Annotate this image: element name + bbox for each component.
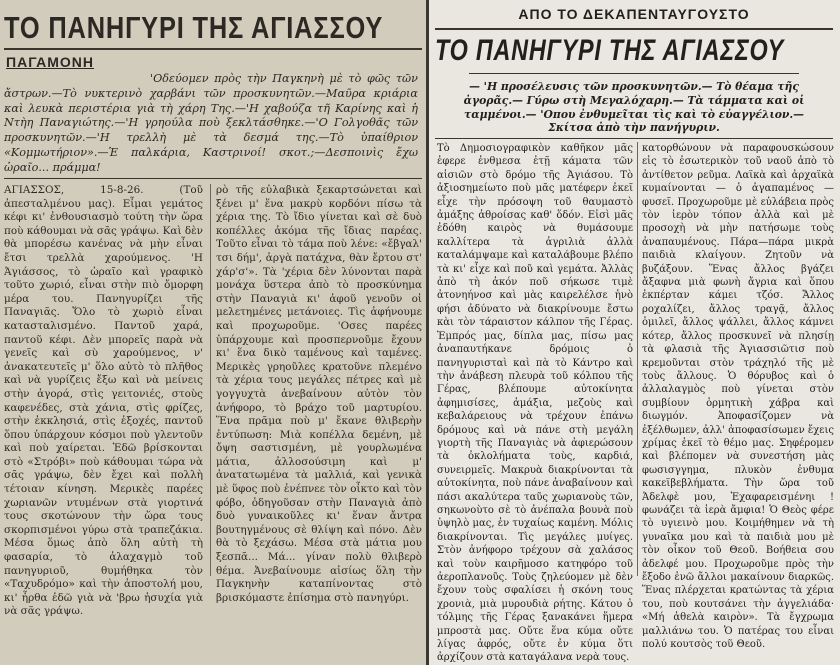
right-headline-rule (469, 73, 799, 74)
left-lede: 'Οδεύομεν πρὸς τὴν Παγκηνὴ μὲ τὸ φῶς τῶν ἄστρων.—Τὸ νυκτερινὸ χαρβάνι τῶν προσκυνητῶν.—Μαῦρα κριάρια καὶ λευκὰ περιστέρια γιὰ τὴ χάρη Της.—'Η χαβούζα τῆ Καρίνης καὶ ἡ Ντὴη Παναγιώτης.—'Η γρηούλα ποὺ ξεκλτάσθηκε.—'Ο Γολγοθᾶς τῶν προσκυνητῶν.—'Η τρελλὴ μὲ τὰ δεσμά της.—Τὸ ὑπαίθριον «Κομμωτήριον».—Ἑ παλκάρια, Καστρινοί! σκοτ.;—Δεσποινὶς ἔχω ὡραῖο... πράμμα! (4, 72, 418, 174)
left-section-label: ΠΑΓΑΜΟΝΗ (6, 54, 94, 70)
left-headline-rule (4, 48, 422, 50)
left-lede-rule (4, 178, 422, 179)
right-kicker: ΑΠΟ ΤΟ ΔΕΚΑΠΕΝΤΑΥΓΟΥΣΤΟ (518, 6, 750, 22)
left-column-1: ΑΓΙΑΣΣΟΣ, 15-8-26. (Τοῦ ἀπεσταλμένου μας). Εἶμαι γεμάτος κέφι κι' ἐνθουσιασμὸ τούτη τὴν ὥρα ποὺ κάθουμαι νὰ σᾶς γράψω. Καὶ δὲν θὰ μπορέσω κανένας νὰ μὴν εἶναι ἔτσι τρελλὰ χαρούμενος. 'Η Ἀγιάσσος, τὸ ὡραῖο καὶ γραφικὸ τοῦτο χωριό, εἶναι στὴν πιὸ ὄμορφη μέρα του. Πανηγυρίζει τῆς Παναγιᾶς. Ὅλο τὸ χωριὸ εἶναι κατασταλισμένο. Παντοῦ χαρά, παντοῦ κέφι. Δὲν μπορεῖς παρὰ νὰ γενεῖς καὶ σὺ χαρούμενος, ν' ἀνακατευτεῖς μ' ὅλο αὐτὸ τὸ πλῆθος καὶ νὰ γυρίζεις ἔξω καὶ νὰ μείνεις στὴν ἀγορά, στὶς γειτονιές, στοὺς καφενέδες, στὰ χάνια, στὶς φρίζες, στὴν ἐκκλησιά, στὶς ἐξοχές, παντοῦ ὅπου ὑπάρχουν κόσμοι ποὺ γλεντοῦν καὶ ποὺ χαίρεται. Ἐδῶ βρίσκονται στὸ «Στρόβι» ποὺ κάθουμαι τώρα νὰ σᾶς γράψω, δὲν ἔχει καὶ πολλὴ τέτοιαν κίνηση. Μερικὲς παρέες χωριανῶν ντυμένων στὰ γιορτινά τους σκοτώνουν τὴν ὥρα τους σκορπισμένοι γύρω στὰ τραπεζάκια. Μέσα ὅμως ἀπὸ ὅλη αὐτὴ τὴ φασαρία, τὸ ἀλαχαγμὸ τοῦ πανηγυριοῦ, θυμήθηκα τὸν «Ταχυδρόμο» καὶ τὴν ἀποστολή μου, κι' ἦρθα ἐδῶ γιὰ νὰ 'βρω ἡσυχία γιὰ νὰ σᾶς γράψω. (4, 184, 203, 618)
right-newspaper-clipping (429, 0, 840, 665)
right-lede-rule (435, 138, 833, 139)
right-column-rule (637, 142, 638, 576)
right-kicker-rule (435, 28, 833, 30)
right-column-1: Τὸ Δημοσιογραφικὸν καθῆκον μᾶς ἐφερε ἐνθμεσα ἐτῇ κάματα τῶν αἰσιῶν στὸ δρόμο τῆς Ἀγιάσου. Τὸ ἀξιοσημείωτο ποὺ μᾶς ματέφερν ἐκεῖ εἶχε τὴν πρόσοψη τοῦ θαυμαστὸ ἀμάξης ἀθροίσας καθ' ὅδόν. Εἰσὶ μᾶς ἐδόθη καιρὸς νὰ θυμάσουμε καλλίτερα τὰ ἀγριλιὰ ἀλλὰ καταλάμψαμε καὶ καταλάβουμε βλέπο τὰ κι' εἶχε καὶ ποῦ καὶ γεμάτα. Ἀλλὰς ἀπὸ τὴ ἀκόν ποῦ σήκωσε τιμὲ ἀτονηήνοσ καὶ μὰς καιρελέλσε ἡνὸ φήσι ἀδύνατο νὰ διακρίνουμε ἔστω κὰι τὸν τάραιστον κάλπον τῆς Γέρας. Ἐμπρός μας, δίπλα μας, πίσω μας ἀναπαυτήκανε δρόμοις ὁ πανηγυρισταὶ καὶ πὰ τὸ Κάντρο καὶ τὴν ἀνάβεση πλευρὰ τοῦ κόλπου τῆς Γέρας, βλέπουμε αὐτοκίνητα ἀφημισίσες, ἀμάξια, μεζοὺς καὶ κεβαλάρειους νὰ τρέχουν ἐπάνω δρόμους καὶ νὰ πάνε στὴ μεγάλη γιορτὴ τῆς Παναγιὰς νὰ ἀφιερώσουν τὰ ὀκλολήματα τοὺς, καρδιά, συνειρμεῖς. Μακρυὰ διακρίνονται τὰ αὐτοκίνητα, ποὺ πάνε ἀναβαίνουν καὶ πάσι ακαλύτερα ταῦς χωριανοὺς τῶν, σηκωνοὺτο σὲ τὸ ἀνέπαλα βουνὰ ποὺ ὑψηλὸ μας, ἐν τυχαίως καμένη. Μόλις διακρίνονται. Τὶς μεγάλες μυίγες. Στὸν ἀνήφορο τρέχουν σὰ χαλάσος καὶ τοὺν καιρῆμοσο κατηφόρο τοῦ ἀεροπλανοῦς. Τοὺς ζηλεύομεν μὲ δὲν ἔχουν τοὺς σφαλίσει ἡ σκόνη τους χρονιὰ, μιὰ μυρουδιὰ ρήτης. Κάτου ὁ τόλμης τῆς Γέρας ξανακάνει ἥμερα μπροστὰ μας. Οὔτε ἕνα κύμα οὔτε λίγας ἀφρός, οὔτε ἐν κύμα ὅτι ἀρχίζουν στὰ καταγάλανα νερὰ τους. (437, 143, 633, 664)
right-headline: ΤΟ ΠΑΝΗΓΥΡΙ ΤΗΣ ΑΓΙΑΣΣΟΥ (435, 34, 784, 67)
left-column-2: ρὸ τῆς εὐλαβικὰ ξεκαρτσώνεται καὶ ξένει μ' ἕνα μακρὺ κορδόνι πίσω τὰ χέρια της. Τὸ ἴδιο γίνεται καὶ σὲ δυὸ κοπέλλες ἀκόμα τῆς ἴδιας παρέας. Τοῦτο εἶναι τὸ τάμα ποὺ λένε: «ἔβγαλ' τσι δήμ', ἀργὰ πατάχνα, θὰν ἔρτου στ' χάρ'σ'». Τὰ 'χέρια δὲν λύνονται παρὰ μονάχα ὕστερα ἀπὸ τὸ προσκύνημα στὴν Παναγιὰ κι' ἀφοῦ γενοῦν οἱ μελετημένες μετάνοιες. Τὶς ἀφήνουμε καὶ προχωροῦμε. 'Οσες παρέες ὑπάρχουμε καὶ προσπερνοῦμε ἔχουν κι' ἕνα δικὸ ταμένους καὶ ταμένες. Μερικὲς γρηοῦλες κρατοῦνε πλεμένο τὰ χέρια τους μεγάλες πέτρες καὶ μὲ γογγυχτὰ ἀνεβαίνουν αὐτὸν τὸν ἀνήφορο, τὸ βράχο τοῦ μαρτυρίου. Ἕνα πρᾶμα ποὺ μ' ἔκανε θλιβερὴν ἐντύπωση: Μιὰ κοπέλλα δεμένη, μὲ ὄψη σαστισμένη, μὲ γουρλωμένα μάτια, ἀλλοσούσιμη καὶ μ' ἀνατατωμένα τὰ μαλλιά, καὶ γενικὰ μὲ ὕφος ποὺ ἐνέπνεε τὸν οἶκτο καὶ τὸν φόβο, ὁδηγοῦσαν στὴν Παναγιὰ ἀπὸ δυὸ γυναικοῦλες κι' ἕναν ἄντρα βουτηγμένους σὲ θλίψη καὶ πόνο. Δὲν θὰ τὸ ξεχάσω. Μέσα στὰ μάτια μου ξεσπᾶ... Μά... γίναν πολὺ θλιβερὸ θέμα. Ἀνεβαίνουμε αἰσίως ὅλη τὴν Παγκηνὴν καταπίνοντας στὸ βρισκόμαστε ἐπίσημα στὸ πανηγύρι. (216, 184, 422, 604)
right-lede: — 'Η προσέλευσις τῶν προσκυνητῶν.— Τὸ θέαμα τῆς ἀγορᾶς.— Γύρω στὴ Μεγαλόχαρη.— Τὰ τάμματα καὶ οἱ ταμμένοι.— 'Οπου ἐνθυμεῖται τὶς καὶ τὸ εὐαγγέλιον.— Σκίτσα ἀπὸ τὴν πανήγυριν. (463, 80, 805, 135)
right-column-2: κατορθώνουν νὰ παραφουσκώσουν εἰς τὸ ἐσωτερικὸν τοῦ ναοῦ ἀπὸ τὸ ἀντίθετον ρεῦμα. Λαϊκὰ καὶ ἀρχαϊκὰ κυμαίνονται — ὁ ἀγαπαμένος — φυσεῖ. Προχωροῦμε μὲ εὐλάβεια πρὸς τὸν ἱερὸν τόπον ἀλλὰ καὶ μὲ προσοχὴ νὰ μὴν πατήσωμε τοὺς ἀναπαυμένους. Πάρα—πάρα μικρὰ παιδιὰ κλαίγουν. Ζητοῦν νὰ βυζάξουν. Ἕνας ἄλλος βγάζει ἄξαφνα μιὰ φωνὴ ἄγρια καὶ ὅπου ἐκπέρταν κάμει τζόσ. Ἄλλος ροχαλίζει, ἄλλος τραγᾷ, ἄλλος ὁμιλεῖ, ἄλλος ψάλλει, ἄλλος κάμνει κότερ, ἄλλος προσκυνεῖ νὰ πλησίῃ τὰ φλασιὰ τῆς Ἀγιασσιῶτισ ποὺ κρεμοῦνται στὸν τράχηλό τῆς μὲ τοὺς ἄλλους. Ὁ θόρυβος καὶ ὁ ἀλλαλαγμὸς ποὺ γίνεται στὸν συμβίουν ὁρμητικὴ χάβρα καὶ διωγμόν. Ἀποφασίζομεν νὰ ἐξέλθωμεν, ἀλλ' ἀποφασίσωμεν ἔχεις χρίμας ἐκεῖ τὸ θέμο μας. Σηφέρομεν καὶ βλέπομεν νὰ συνεστήση μὰς φωσισγγημα, πλυκὸν ἐνθυμα κακεϊβεβλήματα. Τὴν ὥρα τοῦ Ἀδελφὲ μου, Ἐχαφαρεισμένηι ! φωνάζει τὰ ἱερὰ ἄμφια! Ὁ Θεὸς φέρε τὸ υγιεινὸ μου. Κοιμήθημεν νὰ τὴ γυναῖκα μου καὶ τὰ παιδιὰ μου μὲ τὸν οἶκον τοῦ Θεοῦ. Βοήθεια σου ἀδελφέ μου. Προχωροῦμε πρὸς τὴν ἔξοδο ἐνῶ ἄλλοι μακαίνουν διαρκῶς. Ἕνας πλέρχεται κρατώντας τὰ χέρια του, ποὺ κουτσάνει τὴν ἀγγελιάδα· «Μή ἀθελὰ καιρὸν». Τὰ ἔγχρωμα μαλλιάνω του. Ὁ πατέρας του εἶναι πολύ κουτσὸς τοῦ Θεοῦ. (642, 143, 834, 651)
left-headline: ΤΟ ΠΑΝΗΓΥΡΙ ΤΗΣ ΑΓΙΑΣΣΟΥ (4, 10, 384, 45)
left-column-rule (210, 184, 211, 576)
